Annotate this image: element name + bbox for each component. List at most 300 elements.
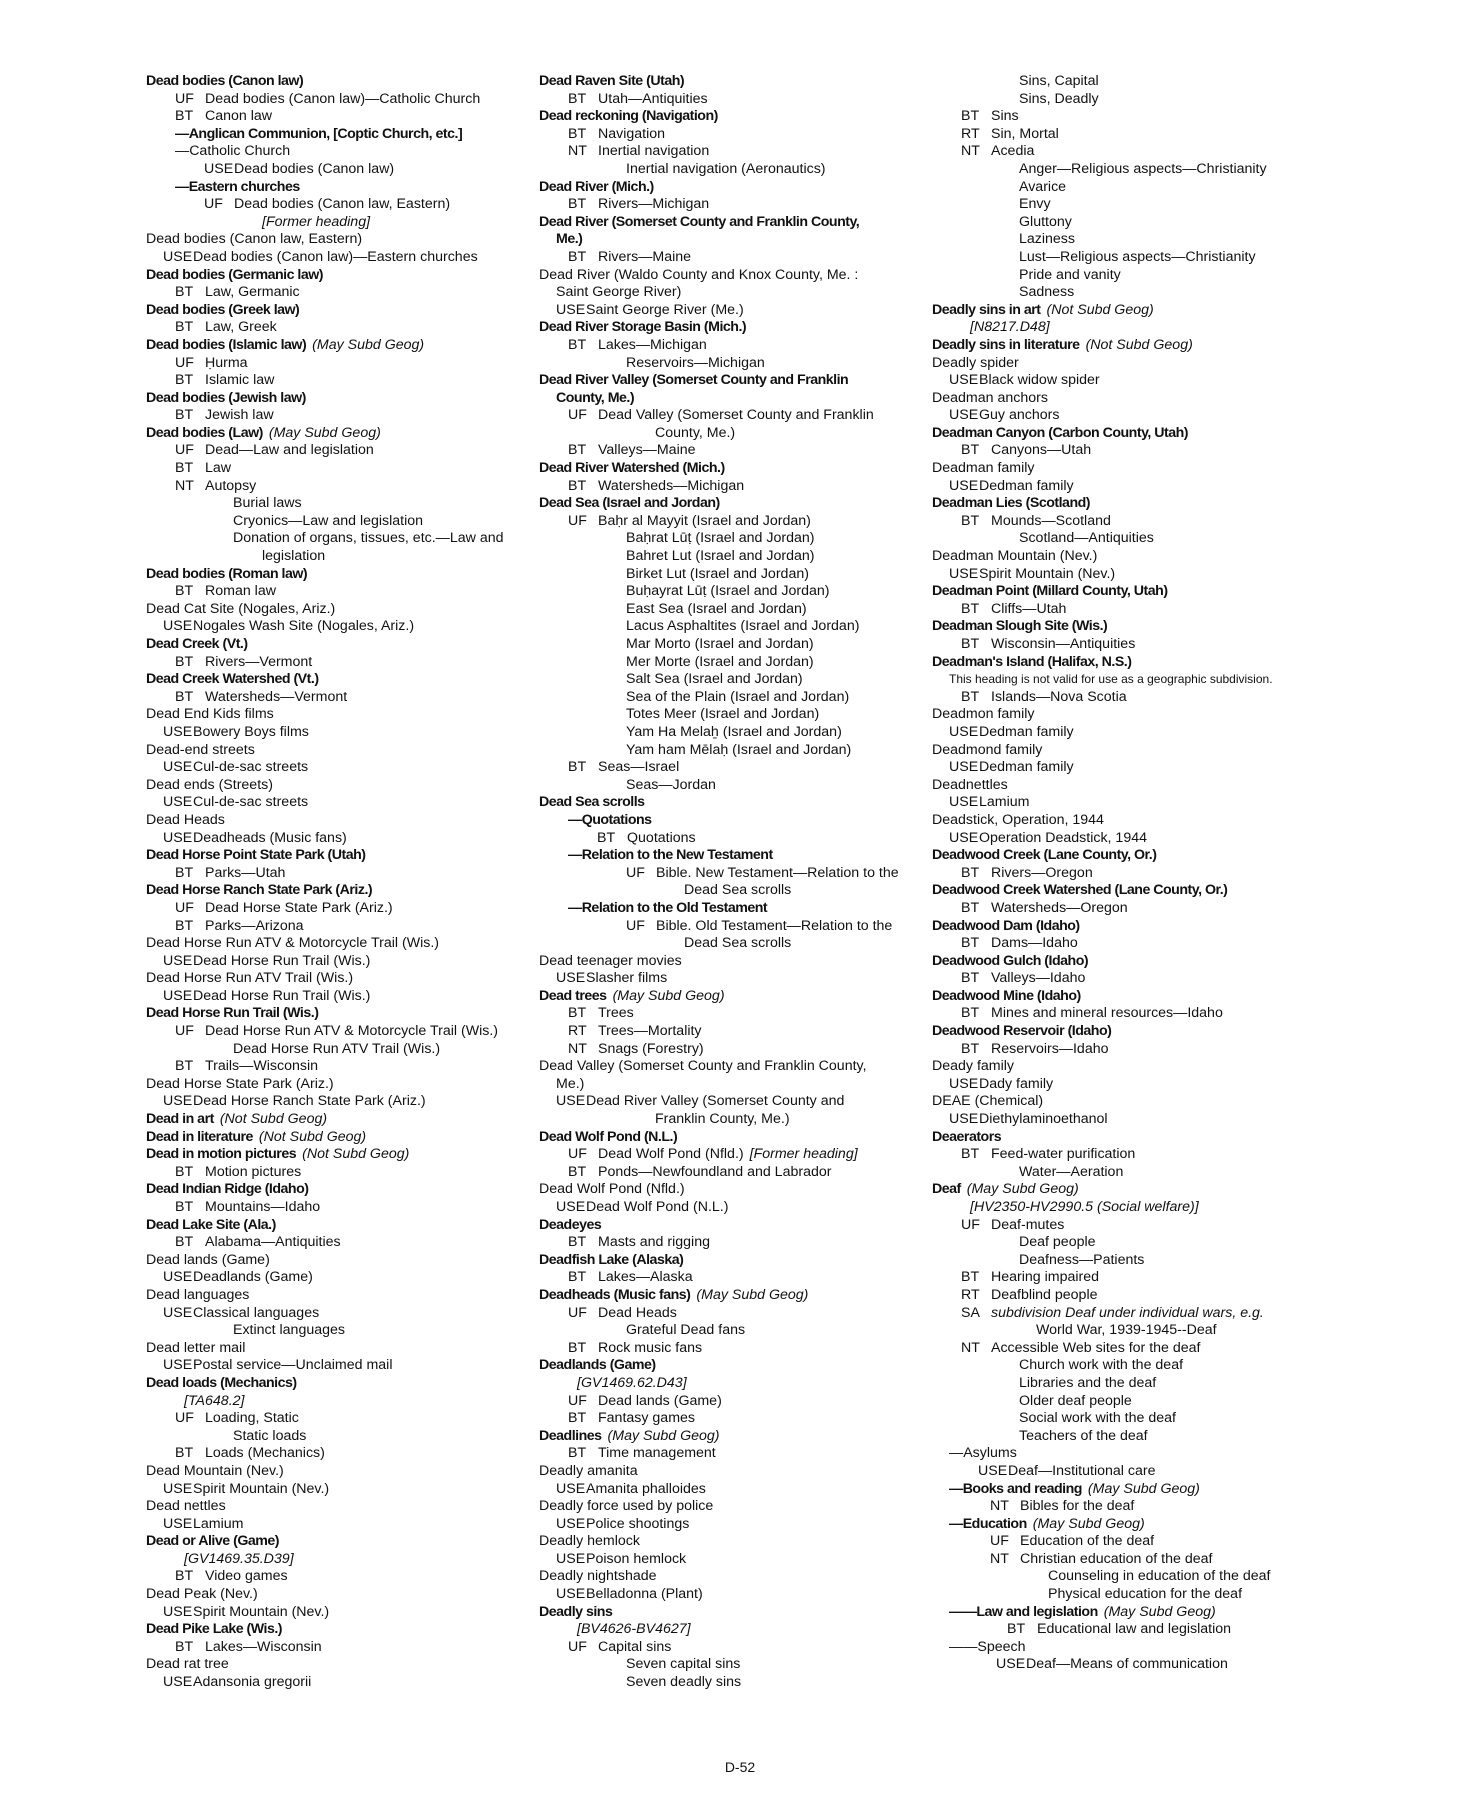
entry-line (539, 1674, 911, 1692)
entry-line (932, 284, 1312, 302)
heading-line (146, 1129, 518, 1147)
reference-line (539, 478, 911, 496)
reference-line (146, 689, 518, 707)
entry-line (146, 548, 518, 566)
entry-line (932, 1375, 1312, 1393)
reference-line (146, 1410, 518, 1428)
reference-line (539, 1481, 911, 1499)
heading-line (539, 1287, 911, 1305)
entry-text: Dead trees (539, 987, 607, 1004)
relation-tag: USE (949, 759, 979, 776)
reference-line (146, 196, 518, 214)
entry-text: Seven deadly sins (626, 1674, 742, 1691)
entry-text: Dead or Alive (Game) (146, 1533, 279, 1550)
heading-line (932, 654, 1312, 672)
entry-text: Lakes—Alaska (598, 1269, 693, 1286)
entry-line (932, 671, 1312, 689)
entry-line (539, 935, 911, 953)
entry-text: Me.) (556, 1075, 585, 1092)
entry-text: Deady family (932, 1058, 1015, 1075)
entry-text: Ponds—Newfoundland and Labrador (598, 1163, 832, 1180)
subdivision-note: (May Subd Geog) (1087, 1480, 1200, 1497)
reference-line (539, 302, 911, 320)
entry-text: Dead-end streets (146, 741, 255, 758)
entry-line (932, 706, 1312, 724)
relation-tag: UF (568, 407, 587, 424)
entry-line (539, 953, 911, 971)
entry-line (146, 970, 518, 988)
heading-line (932, 1604, 1312, 1622)
relation-tag: NT (990, 1498, 1009, 1515)
page-number: D-52 (724, 1759, 756, 1775)
entry-line (146, 1340, 518, 1358)
reference-line (932, 1287, 1312, 1305)
entry-text: Dead Cat Site (Nogales, Ariz.) (146, 600, 336, 617)
relation-tag: BT (568, 125, 587, 142)
entry-text: Deaf—Means of communication (1026, 1656, 1228, 1673)
reference-line (146, 108, 518, 126)
entry-text: Deadeyes (539, 1216, 602, 1233)
reference-line (539, 196, 911, 214)
reference-line (539, 1234, 911, 1252)
relation-tag: UF (175, 354, 194, 371)
heading-line (932, 988, 1312, 1006)
entry-text: Black widow spider (979, 372, 1100, 389)
reference-line (539, 1639, 911, 1657)
entry-text: Deadly hemlock (539, 1533, 640, 1550)
entry-text: Spirit Mountain (Nev.) (193, 1480, 330, 1497)
reference-line (539, 865, 911, 883)
entry-text: Dead ends (Streets) (146, 776, 273, 793)
entry-text: Deadheads (Music fans) (193, 829, 347, 846)
entry-text: Dead Sea scrolls (684, 882, 792, 899)
relation-tag: BT (175, 1163, 194, 1180)
reference-line (932, 935, 1312, 953)
reference-line (932, 407, 1312, 425)
heading-line (539, 108, 911, 126)
entry-text: Dead Horse Run Trail (Wis.) (146, 1005, 319, 1022)
heading-line (539, 460, 911, 478)
entry-line (932, 73, 1312, 91)
entry-line (932, 742, 1312, 760)
entry-text: Dead Horse Run ATV Trail (Wis.) (146, 970, 354, 987)
relation-tag: USE (949, 1111, 979, 1128)
reference-line (539, 1410, 911, 1428)
entry-line (146, 513, 518, 531)
entry-line (146, 143, 518, 161)
relation-tag: USE (163, 1304, 193, 1321)
reference-line (539, 1305, 911, 1323)
entry-text: Belladonna (Plant) (586, 1586, 703, 1603)
relation-tag: NT (568, 1040, 587, 1057)
entry-text: Roman law (205, 583, 276, 600)
entry-text: —Education (949, 1515, 1027, 1532)
entry-line (539, 1656, 911, 1674)
entry-text: Seas—Jordan (626, 776, 716, 793)
entry-text: Poison hemlock (586, 1550, 687, 1567)
reference-line (146, 1445, 518, 1463)
reference-line (146, 249, 518, 267)
relation-tag: BT (568, 1163, 587, 1180)
entry-text: Dead End Kids films (146, 706, 274, 723)
entry-line (932, 267, 1312, 285)
entry-text: Dams—Idaho (991, 935, 1078, 952)
relation-tag: USE (163, 723, 193, 740)
entry-line (146, 812, 518, 830)
entry-text: Dead Wolf Pond (Nfld.) (598, 1146, 744, 1163)
relation-tag: BT (175, 108, 194, 125)
entry-text: Deadwood Reservoir (Idaho) (932, 1023, 1112, 1040)
relation-tag: USE (556, 1093, 586, 1110)
entry-text: Jewish law (205, 407, 274, 424)
entry-text: Ḥurma (205, 354, 248, 371)
entry-text: Dead Lake Site (Ala.) (146, 1216, 276, 1233)
entry-line (146, 1551, 518, 1569)
entry-text: Older deaf people (1019, 1392, 1132, 1409)
relation-tag: USE (163, 1093, 193, 1110)
entry-text: Dead bodies (Canon law, Eastern) (234, 196, 451, 213)
relation-tag: UF (568, 1392, 587, 1409)
reference-line (932, 724, 1312, 742)
reference-line (932, 1621, 1312, 1639)
entry-line (539, 1533, 911, 1551)
entry-text: Deadwood Gulch (Idaho) (932, 952, 1089, 969)
subdivision-note: (Not Subd Geog) (258, 1128, 367, 1145)
subdivision-note: (May Subd Geog) (696, 1286, 809, 1303)
entry-text: Rock music fans (598, 1339, 703, 1356)
heading-line (932, 583, 1312, 601)
entry-line (539, 284, 911, 302)
entry-text: Spirit Mountain (Nev.) (979, 565, 1116, 582)
entry-line (539, 1322, 911, 1340)
entry-text: Guy anchors (979, 407, 1060, 424)
reference-line (539, 513, 911, 531)
entry-text: Static loads (233, 1427, 307, 1444)
entry-text: Dead bodies (Canon law)—Eastern churches (193, 248, 478, 265)
entry-text: Dead bodies (Canon law)—Catholic Church (205, 90, 481, 107)
heading-line (539, 794, 911, 812)
entry-text: Educational law and legislation (1037, 1621, 1232, 1638)
relation-tag: UF (961, 1216, 980, 1233)
reference-line (146, 1093, 518, 1111)
reference-line (146, 442, 518, 460)
entry-text: Envy (1019, 196, 1051, 213)
entry-text: Counseling in education of the deaf (1048, 1568, 1271, 1585)
relation-tag: BT (961, 1269, 980, 1286)
entry-text: Masts and rigging (598, 1234, 710, 1251)
entry-text: Navigation (598, 125, 666, 142)
entry-text: Rivers—Vermont (205, 653, 313, 670)
heading-line (932, 1516, 1312, 1534)
relation-tag: BT (961, 935, 980, 952)
entry-text: Deafblind people (991, 1286, 1098, 1303)
relation-tag: BT (568, 1410, 587, 1427)
reference-line (539, 249, 911, 267)
reference-line (932, 1269, 1312, 1287)
entry-text: Dead Wolf Pond (Nfld.) (539, 1181, 685, 1198)
entry-text: Dead Horse Run ATV & Motorcycle Trail (Wis.) (146, 935, 440, 952)
entry-text: Dead nettles (146, 1498, 226, 1515)
entry-text: Sins (991, 108, 1019, 125)
entry-text: Baḥrat Lūṭ (Israel and Jordan) (626, 530, 815, 547)
entry-text: Video games (205, 1568, 288, 1585)
relation-tag: SA (961, 1304, 980, 1321)
relation-tag: USE (163, 248, 193, 265)
reference-line (146, 724, 518, 742)
reference-line (146, 1481, 518, 1499)
entry-text: Gluttony (1019, 213, 1072, 230)
entry-text: Deadly amanita (539, 1462, 638, 1479)
reference-line (146, 1604, 518, 1622)
entry-text: Dead bodies (Germanic law) (146, 266, 324, 283)
reference-line (539, 407, 911, 425)
entry-line (539, 1498, 911, 1516)
entry-text: Deadwood Dam (Idaho) (932, 917, 1080, 934)
entry-text: Dead Peak (Nev.) (146, 1586, 258, 1603)
entry-text: Law, Germanic (205, 284, 300, 301)
entry-text: Parks—Arizona (205, 917, 304, 934)
entry-line (539, 742, 911, 760)
entry-text: Deadman Canyon (Carbon County, Utah) (932, 424, 1189, 441)
entry-text: Islands—Nova Scotia (991, 688, 1127, 705)
entry-text: Seven capital sins (626, 1656, 741, 1673)
heading-line (932, 618, 1312, 636)
entry-line (539, 548, 911, 566)
relation-tag: USE (163, 1674, 193, 1691)
entry-text: Cul-de-sac streets (193, 759, 309, 776)
entry-line (539, 654, 911, 672)
reference-line (932, 759, 1312, 777)
heading-line (146, 1146, 518, 1164)
entry-line (539, 882, 911, 900)
reference-line (932, 143, 1312, 161)
entry-line (539, 1375, 911, 1393)
entry-text: Hearing impaired (991, 1269, 1100, 1286)
relation-tag: USE (949, 477, 979, 494)
relation-tag: NT (568, 143, 587, 160)
entry-text: Libraries and the deaf (1019, 1374, 1157, 1391)
entry-text: Acedia (991, 143, 1035, 160)
heading-line (539, 812, 911, 830)
heading-line (539, 390, 911, 408)
entry-line (146, 1041, 518, 1059)
reference-line (932, 794, 1312, 812)
entry-line (146, 706, 518, 724)
heading-line (146, 847, 518, 865)
entry-text: Water—Aeration (1019, 1163, 1124, 1180)
reference-line (932, 1305, 1312, 1323)
entry-text: Mounds—Scotland (991, 512, 1111, 529)
relation-tag: BT (568, 90, 587, 107)
relation-tag: BT (961, 108, 980, 125)
relation-tag: BT (961, 636, 980, 652)
reference-line (932, 1551, 1312, 1569)
relation-tag: BT (568, 196, 587, 213)
column-3 (932, 73, 1312, 1674)
entry-line (539, 636, 911, 654)
entry-text: —Anglican Communion, [Coptic Church, etc.] (175, 125, 463, 142)
relation-tag: BT (961, 970, 980, 987)
entry-line (146, 1463, 518, 1481)
entry-line (146, 1393, 518, 1411)
entry-text: Deadly sins in literature (932, 336, 1080, 353)
entry-text: Lamium (193, 1515, 244, 1532)
reference-line (539, 1269, 911, 1287)
subdivision-note: (May Subd Geog) (966, 1181, 1079, 1198)
entry-text: Education of the deaf (1020, 1533, 1155, 1550)
entry-text: Laziness (1019, 231, 1075, 248)
entry-text: Rivers—Michigan (598, 196, 710, 213)
entry-text: Dead River (Waldo County and Knox County, Me. : (539, 266, 859, 283)
entry-line (146, 495, 518, 513)
reference-line (146, 1199, 518, 1217)
reference-line (146, 1164, 518, 1182)
relation-tag: BT (175, 1568, 194, 1585)
entry-text: Feed-water purification (991, 1146, 1136, 1163)
entry-text: [TA648.2] (184, 1392, 245, 1409)
relation-tag: BT (961, 1040, 980, 1057)
reference-line (146, 918, 518, 936)
entry-line (539, 1621, 911, 1639)
entry-text: Sins, Capital (1019, 73, 1099, 89)
reference-line (539, 830, 911, 848)
relation-tag: BT (961, 688, 980, 705)
entry-text: Sins, Deadly (1019, 90, 1099, 107)
entry-text: Dead Valley (Somerset County and Franklin (598, 407, 874, 424)
reference-line (932, 1076, 1312, 1094)
reference-line (932, 1041, 1312, 1059)
entry-text: Social work with the deaf (1019, 1410, 1176, 1427)
entry-text: —Relation to the New Testament (568, 847, 773, 864)
heading-line (146, 425, 518, 443)
entry-text: County, Me.) (556, 389, 635, 406)
relation-tag: USE (556, 301, 586, 318)
relation-tag: USE (978, 1462, 1008, 1479)
entry-text: Dead bodies (Jewish law) (146, 389, 306, 406)
relation-tag: USE (556, 1586, 586, 1603)
entry-text: World War, 1939-1945--Deaf (1036, 1322, 1217, 1339)
heading-line (146, 1181, 518, 1199)
heading-line (146, 390, 518, 408)
relation-tag: USE (949, 407, 979, 424)
entry-text: Deadmond family (932, 741, 1043, 758)
heading-line (539, 319, 911, 337)
reference-line (146, 654, 518, 672)
entry-text: Diethylaminoethanol (979, 1111, 1108, 1128)
entry-text: Dead Horse Run ATV & Motorcycle Trail (Wis.) (205, 1023, 499, 1040)
relation-tag: BT (175, 372, 194, 389)
entry-line (539, 425, 911, 443)
subdivision-note: [Former heading] (749, 1146, 858, 1163)
entry-text: Canon law (205, 108, 273, 125)
relation-tag: NT (961, 143, 980, 160)
relation-tag: BT (568, 1339, 587, 1356)
entry-line (932, 1199, 1312, 1217)
entry-text: Dead Valley (Somerset County and Franklin County, (539, 1058, 867, 1075)
entry-text: —Asylums (949, 1445, 1017, 1462)
entry-text: Inertial navigation (Aeronautics) (626, 160, 826, 177)
entry-text: Dedman family (979, 759, 1074, 776)
entry-text: DEAE (Chemical) (932, 1093, 1044, 1110)
heading-line (932, 918, 1312, 936)
entry-line (932, 1410, 1312, 1428)
entry-line (146, 1287, 518, 1305)
entry-text: County, Me.) (655, 424, 736, 441)
relation-tag: UF (204, 196, 223, 213)
reference-line (932, 865, 1312, 883)
entry-text: Lakes—Michigan (598, 336, 707, 353)
heading-line (539, 495, 911, 513)
reference-line (539, 442, 911, 460)
reference-line (146, 794, 518, 812)
relation-tag: BT (961, 1005, 980, 1022)
entry-line (932, 1058, 1312, 1076)
relation-tag: BT (175, 1199, 194, 1215)
entry-text: Spirit Mountain (Nev.) (193, 1603, 330, 1620)
heading-line (146, 179, 518, 197)
entry-text: Trees (598, 1005, 634, 1022)
entry-text: Wisconsin—Antiquities (991, 636, 1136, 652)
reference-line (539, 1023, 911, 1041)
heading-line (932, 1181, 1312, 1199)
entry-text: Parks—Utah (205, 864, 286, 881)
relation-tag: USE (556, 1550, 586, 1567)
entry-text: Physical education for the deaf (1048, 1586, 1243, 1603)
relation-tag: USE (556, 1480, 586, 1497)
entry-line (539, 1463, 911, 1481)
reference-line (932, 1533, 1312, 1551)
entry-text: Deaf (932, 1181, 961, 1198)
reference-line (539, 1005, 911, 1023)
relation-tag: BT (175, 284, 194, 301)
entry-text: Deadlands (Game) (539, 1357, 656, 1374)
relation-tag: BT (568, 1269, 587, 1286)
relation-tag: UF (175, 1023, 194, 1040)
entry-text: Teachers of the deaf (1019, 1427, 1148, 1444)
entry-text: Yam Ha Melaẖ (Israel and Jordan) (626, 723, 842, 740)
relation-tag: USE (949, 794, 979, 811)
heading-line (932, 302, 1312, 320)
reference-line (539, 1516, 911, 1534)
relation-tag: BT (175, 1638, 194, 1655)
heading-line (539, 988, 911, 1006)
reference-line (932, 1340, 1312, 1358)
entry-text: Deadwood Mine (Idaho) (932, 987, 1081, 1004)
relation-tag: USE (163, 987, 193, 1004)
relation-tag: USE (163, 1603, 193, 1620)
heading-line (539, 372, 911, 390)
reference-line (146, 988, 518, 1006)
entry-text: Dead loads (Mechanics) (146, 1374, 297, 1391)
entry-text: ——Law and legislation (949, 1603, 1098, 1620)
entry-line (932, 460, 1312, 478)
entry-line (146, 935, 518, 953)
entry-text: Deaf—Institutional care (1008, 1462, 1156, 1479)
entry-text: Classical languages (193, 1304, 320, 1321)
relation-tag: NT (990, 1550, 1009, 1567)
entry-text: Deaerators (932, 1128, 1002, 1145)
entry-text: [BV4626-BV4627] (577, 1621, 691, 1638)
entry-line (539, 777, 911, 795)
entry-text: Dead Horse Run Trail (Wis.) (193, 987, 371, 1004)
entry-text: Dady family (979, 1075, 1054, 1092)
entry-text: Dead Horse Ranch State Park (Ariz.) (193, 1093, 426, 1110)
relation-tag: USE (163, 952, 193, 969)
reference-line (539, 126, 911, 144)
entry-text: Deadman anchors (932, 389, 1048, 406)
heading-line (146, 337, 518, 355)
entry-text: Watersheds—Oregon (991, 899, 1128, 916)
